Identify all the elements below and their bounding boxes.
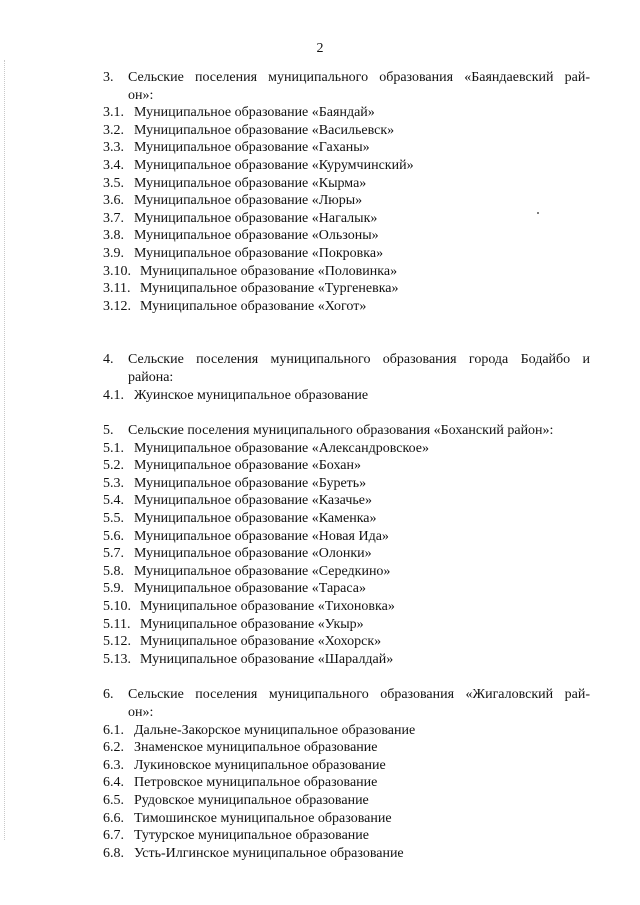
item-number: 3.9.	[103, 245, 124, 261]
section-heading-text: Сельские поселения муниципального образования «Жигаловский рай-	[128, 687, 590, 703]
section-4	[103, 351, 590, 404]
item-number: 3.10.	[103, 263, 131, 279]
settlement-list	[103, 722, 590, 863]
item-number: 3.1.	[103, 105, 124, 121]
list-item	[103, 792, 590, 810]
item-number: 5.4.	[103, 493, 124, 509]
item-number: 3.12.	[103, 298, 131, 314]
list-item	[103, 633, 590, 651]
item-number: 5.12.	[103, 634, 131, 650]
item-text: Муниципальное образование «Шаралдай»	[140, 651, 394, 667]
item-number: 5.9.	[103, 581, 124, 597]
section-number: 3.	[103, 70, 114, 85]
item-text: Муниципальное образование «Буреть»	[134, 475, 367, 491]
section-gap	[103, 404, 590, 422]
item-text: Муниципальное образование «Хогот»	[140, 298, 367, 314]
item-text: Муниципальное образование «Кырма»	[134, 175, 367, 191]
list-item	[103, 580, 590, 598]
item-number: 6.5.	[103, 792, 124, 808]
item-text: Муниципальное образование «Ользоны»	[134, 228, 379, 244]
section-heading-text: Сельские поселения муниципального образования «Баяндаевский рай-	[128, 70, 590, 85]
item-number: 3.11.	[103, 281, 131, 297]
settlement-list	[103, 387, 590, 405]
item-number: 3.8.	[103, 228, 124, 244]
item-number: 6.7.	[103, 828, 124, 844]
section-heading-continuation: он»:	[128, 705, 154, 720]
section-heading	[103, 69, 590, 87]
item-text: Муниципальное образование «Баяндай»	[134, 105, 375, 121]
section-number: 6.	[103, 687, 114, 703]
list-item	[103, 104, 590, 122]
list-item	[103, 528, 590, 546]
list-item	[103, 280, 590, 298]
list-item	[103, 387, 590, 405]
item-text: Петровское муниципальное образование	[134, 775, 378, 791]
item-text: Муниципальное образование «Нагалык»	[134, 210, 378, 226]
list-item	[103, 263, 590, 281]
item-number: 3.6.	[103, 193, 124, 209]
list-item	[103, 245, 590, 263]
list-item	[103, 175, 590, 193]
section-gap	[103, 315, 590, 351]
item-text: Муниципальное образование «Новая Ида»	[134, 528, 389, 544]
item-number: 5.2.	[103, 458, 124, 474]
list-item	[103, 845, 590, 863]
section-gap	[103, 668, 590, 686]
list-item	[103, 598, 590, 616]
list-item	[103, 510, 590, 528]
list-item	[103, 739, 590, 757]
document-body	[103, 69, 590, 862]
item-number: 5.11.	[103, 616, 131, 632]
item-number: 5.13.	[103, 651, 131, 667]
item-text: Муниципальное образование «Тараса»	[134, 581, 366, 597]
item-text: Муниципальное образование «Казачье»	[134, 493, 372, 509]
section-heading-text: Сельские поселения муниципального образования «Боханский район»:	[128, 423, 554, 439]
list-item	[103, 492, 590, 510]
item-number: 5.8.	[103, 563, 124, 579]
list-item	[103, 157, 590, 175]
list-item	[103, 545, 590, 563]
list-item	[103, 227, 590, 245]
item-text: Муниципальное образование «Александровское»	[134, 440, 429, 456]
list-item	[103, 774, 590, 792]
section-5	[103, 422, 590, 668]
item-number: 3.5.	[103, 175, 124, 191]
section-number: 4.	[103, 352, 114, 368]
item-text: Муниципальное образование «Тихоновка»	[140, 599, 395, 615]
list-item	[103, 457, 590, 475]
item-text: Муниципальное образование «Каменка»	[134, 511, 377, 527]
item-text: Муниципальное образование «Олонки»	[134, 546, 372, 562]
item-number: 6.1.	[103, 722, 124, 738]
item-number: 5.3.	[103, 475, 124, 491]
list-item	[103, 210, 590, 228]
item-text: Муниципальное образование «Укыр»	[140, 616, 364, 632]
item-number: 5.7.	[103, 546, 124, 562]
list-item	[103, 827, 590, 845]
item-number: 6.3.	[103, 757, 124, 773]
list-item	[103, 616, 590, 634]
settlement-list	[103, 440, 590, 669]
section-number: 5.	[103, 423, 114, 439]
item-text: Тутурское муниципальное образование	[134, 828, 370, 844]
section-heading	[103, 686, 590, 704]
item-text: Муниципальное образование «Половинка»	[140, 263, 398, 279]
item-number: 4.1.	[103, 387, 124, 403]
list-item	[103, 122, 590, 140]
item-text: Тимошинское муниципальное образование	[134, 810, 392, 826]
item-number: 6.6.	[103, 810, 124, 826]
list-item	[103, 139, 590, 157]
item-number: 5.1.	[103, 440, 124, 456]
section-heading-continuation: он»:	[128, 87, 154, 103]
item-text: Муниципальное образование «Люры»	[134, 193, 363, 209]
item-number: 3.3.	[103, 140, 124, 156]
item-text: Муниципальное образование «Хохорск»	[140, 634, 382, 650]
item-text: Рудовское муниципальное образование	[134, 792, 369, 808]
item-number: 5.5.	[103, 511, 124, 527]
item-text: Знаменское муниципальное образование	[134, 740, 378, 756]
item-text: Дальне-Закорское муниципальное образование	[134, 722, 416, 738]
item-text: Муниципальное образование «Бохан»	[134, 458, 361, 474]
item-text: Муниципальное образование «Середкино»	[134, 563, 391, 579]
section-heading-continuation: района:	[128, 369, 174, 385]
list-item	[103, 298, 590, 316]
item-text: Муниципальное образование «Покровка»	[134, 245, 384, 261]
item-number: 5.10.	[103, 599, 131, 615]
list-item	[103, 563, 590, 581]
item-text: Муниципальное образование «Тургеневка»	[140, 281, 399, 297]
item-number: 3.2.	[103, 122, 124, 138]
list-item	[103, 475, 590, 493]
page-number: 2	[316, 41, 324, 56]
item-text: Муниципальное образование «Гаханы»	[134, 140, 370, 156]
section-heading	[103, 351, 590, 369]
settlement-list	[103, 104, 590, 315]
list-item	[103, 651, 590, 669]
item-number: 6.4.	[103, 775, 124, 791]
list-item	[103, 810, 590, 828]
item-text: Муниципальное образование «Курумчинский»	[134, 157, 414, 173]
section-3	[103, 69, 590, 315]
list-item	[103, 440, 590, 458]
item-number: 3.4.	[103, 157, 124, 173]
item-text: Жуинское муниципальное образование	[134, 387, 369, 403]
item-text: Усть-Илгинское муниципальное образование	[134, 845, 404, 861]
item-text: Муниципальное образование «Васильевск»	[134, 122, 395, 138]
section-6	[103, 686, 590, 862]
list-item	[103, 192, 590, 210]
item-number: 3.7.	[103, 210, 124, 226]
list-item	[103, 757, 590, 775]
item-number: 6.8.	[103, 845, 124, 861]
section-heading-text: Сельские поселения муниципального образования города Бодайбо и	[128, 352, 590, 368]
item-text: Лукиновское муниципальное образование	[134, 757, 386, 773]
item-number: 6.2.	[103, 740, 124, 756]
list-item	[103, 722, 590, 740]
section-heading	[103, 422, 590, 440]
item-number: 5.6.	[103, 528, 124, 544]
scan-margin-marks	[4, 60, 7, 840]
